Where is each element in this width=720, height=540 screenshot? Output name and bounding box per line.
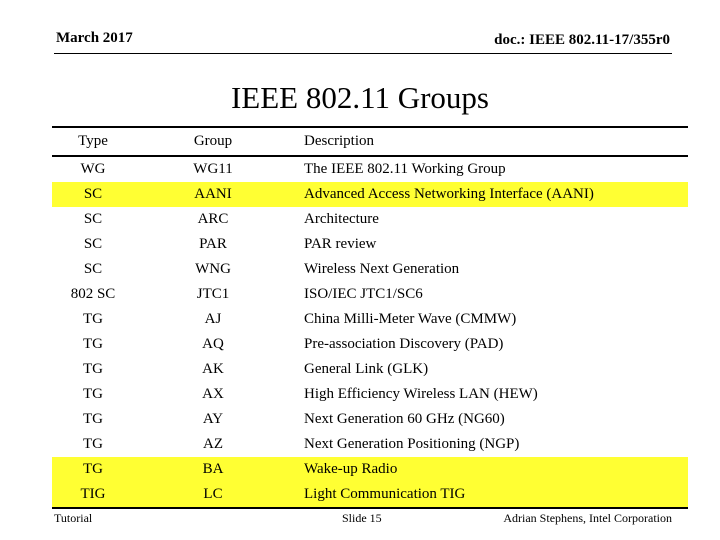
cell-group: AJ [204,311,222,327]
cell-group: ARC [197,211,229,227]
cell-group: WG11 [193,161,233,177]
cell-group: AANI [194,186,232,202]
table-row [52,432,688,457]
cell-description: Pre-association Discovery (PAD) [304,336,504,352]
groups-table [52,126,688,509]
table-row [52,232,688,257]
cell-description: High Efficiency Wireless LAN (HEW) [304,386,538,402]
cell-type: TG [83,336,103,352]
cell-description: Light Communication TIG [304,486,466,502]
table-row [52,357,688,382]
cell-group: AX [202,386,224,402]
cell-type: TG [83,411,103,427]
cell-group: BA [202,461,224,477]
cell-type: TG [83,361,103,377]
cell-description: General Link (GLK) [304,361,429,377]
table-row [52,282,688,307]
column-header-type: Type [78,133,108,149]
cell-group: AK [202,361,224,377]
cell-type: TG [83,311,103,327]
table-header-row [52,128,688,157]
cell-group: PAR [199,236,227,252]
table-row [52,382,688,407]
table-body [52,157,688,507]
header-doc-id: doc.: IEEE 802.11-17/355r0 [494,32,670,48]
cell-type: SC [83,211,103,227]
cell-type: 802 SC [70,286,116,302]
cell-group: AQ [202,336,224,352]
footer-divider [54,508,672,509]
cell-group: LC [203,486,223,502]
table-row [52,182,688,207]
table-row [52,307,688,332]
table-row [52,257,688,282]
column-header-group: Group [193,133,233,149]
cell-type: TG [83,436,103,452]
cell-type: SC [83,261,103,277]
cell-description: Next Generation 60 GHz (NG60) [304,411,505,427]
cell-group: JTC1 [196,286,230,302]
table-row [52,332,688,357]
cell-group: AZ [203,436,223,452]
cell-type: TG [83,461,103,477]
footer-author: Adrian Stephens, Intel Corporation [503,511,672,525]
slide-number: Slide 15 [342,511,382,525]
cell-type: TG [83,386,103,402]
cell-type: TIG [80,486,106,502]
footer-label: Tutorial [54,511,93,525]
cell-type: SC [83,236,103,252]
header-date: March 2017 [56,30,133,46]
cell-description: ISO/IEC JTC1/SC6 [304,286,423,302]
cell-group: AY [202,411,224,427]
cell-description: PAR review [304,236,377,252]
cell-description: Architecture [304,211,379,227]
cell-group: WNG [195,261,231,277]
table-row [52,157,688,182]
cell-description: Next Generation Positioning (NGP) [304,436,520,452]
cell-description: Wireless Next Generation [304,261,460,277]
cell-description: Wake-up Radio [304,461,398,477]
cell-description: The IEEE 802.11 Working Group [304,161,506,177]
table-row [52,482,688,507]
cell-type: SC [83,186,103,202]
cell-description: China Milli-Meter Wave (CMMW) [304,311,517,327]
page-title: IEEE 802.11 Groups [230,80,489,115]
cell-type: WG [80,161,106,177]
table-row [52,407,688,432]
table-row [52,207,688,232]
header-divider [54,53,672,54]
table-row [52,457,688,482]
cell-description: Advanced Access Networking Interface (AANI) [304,186,594,202]
column-header-description: Description [304,133,374,149]
